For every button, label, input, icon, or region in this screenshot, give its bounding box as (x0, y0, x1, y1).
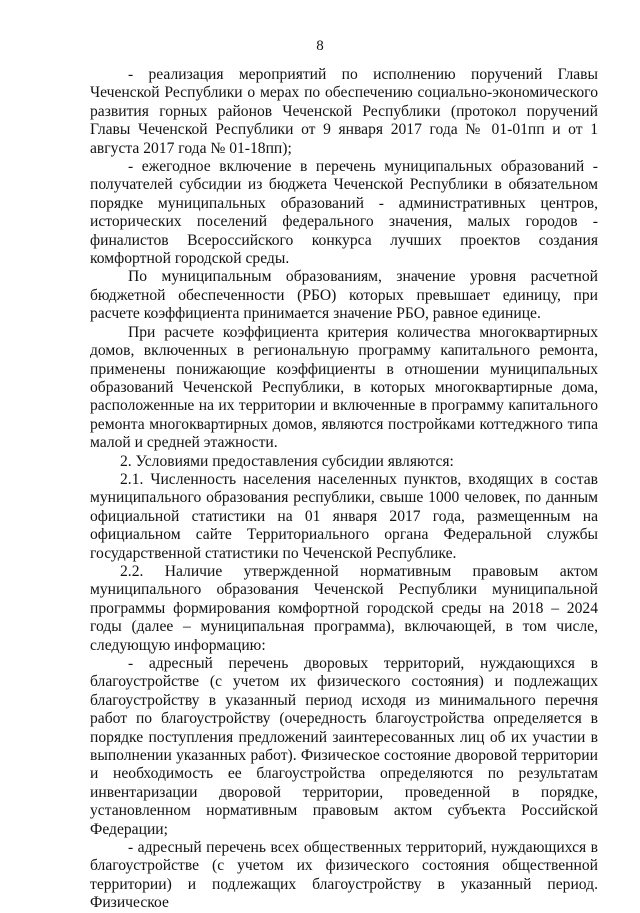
document-body (90, 66, 598, 913)
page-number: 8 (316, 38, 324, 54)
paragraph-public-territories-list: - адресный перечень всех общественных территорий, нуждающихся в благоустройстве (с учетом их физического состояния общественной территории) и подлежащих благоустройству в указанный период. Физическое (90, 839, 598, 912)
paragraph-annual-inclusion: - ежегодное включение в перечень муниципальных образований - получателей субсидии из бюджета Чеченской Республики в обязательном порядке муниципальных образований - административных центров, исторических поселений федерального значения, малых городов - финалистов Всероссийского конкурса лучших проектов создания комфортной городской среды. (90, 158, 598, 268)
paragraph-conditions-heading: 2. Условиями предоставления субсидии являются: (120, 452, 454, 470)
paragraph-mountain-districts: - реализация мероприятий по исполнению поручений Главы Чеченской Республики о мерах по обеспечению социально-экономического развития горных районов Чеченской Республики (протокол поручений Главы Чеченской Республики от 9 января 2017 года № 01-01пп и от 1 августа 2017 года № 01-18пп); (90, 66, 598, 157)
paragraph-courtyard-list: - адресный перечень дворовых территорий, нуждающихся в благоустройстве (с учетом их физического состояния) и подлежащих благоустройству в указанный период исходя из минимального перечня работ по благоустройству (очередность благоустройства определяется в порядке поступления предложений заинтересованных лиц об их участии в выполнении указанных работ). Физическое состояние дворовой территории и необходимость ее благоустройства определяются по результатам инвентаризации дворовой территории, проведенной в порядке, установленном нормативным правовым актом субъекта Российской Федерации; (90, 655, 598, 838)
paragraph-condition-2-2: 2.2. Наличие утвержденной нормативным правовым актом муниципального образования Чеченской Республики муниципальной программы формирования комфортной городской среды на 2018 – 2024 годы (далее – муниципальная программа), включающей, в том числе, следующую информацию: (90, 562, 598, 654)
paragraph-apartment-coefficient: При расчете коэффициента критерия количества многоквартирных домов, включенных в региональную программу капитального ремонта, применены понижающие коэффициенты в отношении муниципальных образований Чеченской Республики, в которых многоквартирные дома, расположенные на их территории и включенные в программу капитального ремонта многоквартирных домов, являются постройками коттеджного типа малой и средней этажности. (90, 323, 598, 452)
paragraph-rbo: По муниципальным образованиям, значение уровня расчетной бюджетной обеспеченности (РБО) которых превышает единицу, при расчете коэффициента принимается значение РБО, равное единице. (90, 268, 598, 323)
paragraph-condition-2-1: 2.1. Численность населения населенных пунктов, входящих в состав муниципального образования республики, свыше 1000 человек, по данным официальной статистики на 01 января 2017 года, размещенным на официальном сайте Территориального органа Федеральной службы государственной статистики по Чеченской Республике. (90, 470, 598, 562)
